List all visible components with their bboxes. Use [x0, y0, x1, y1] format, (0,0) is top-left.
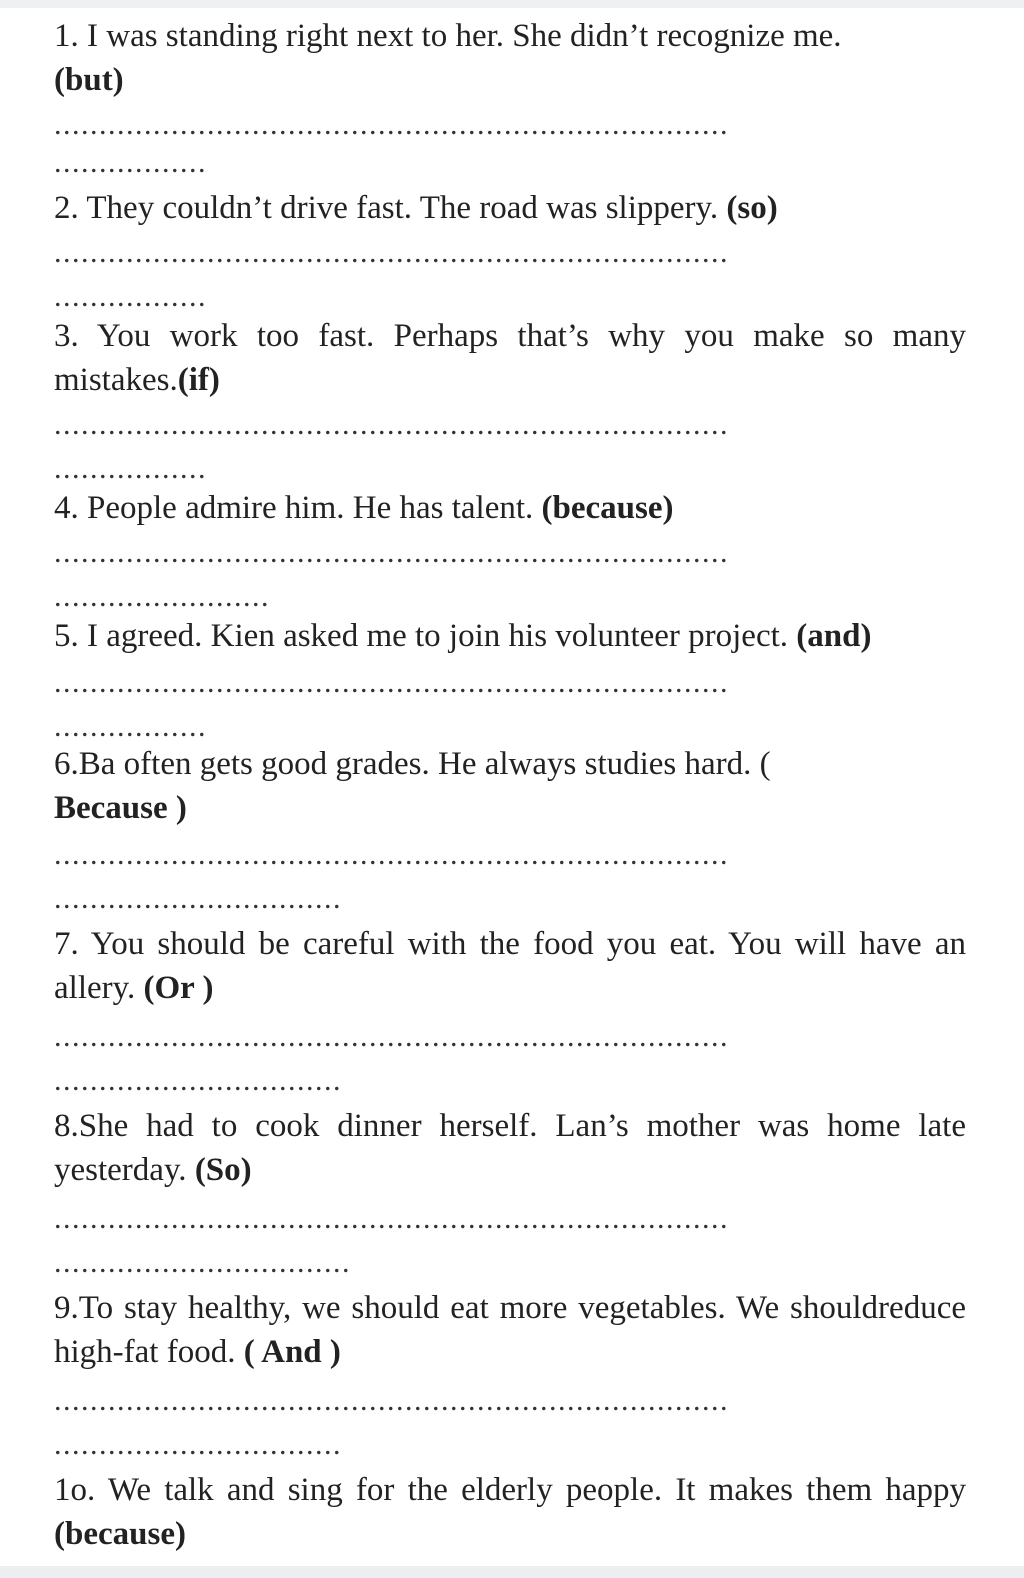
question-text: 7. You should be careful with the food you eat. You will have an allery.: [54, 926, 966, 1006]
question-hint: (because): [54, 1516, 186, 1552]
question-6: [54, 742, 966, 830]
question-hint: (Or ): [143, 970, 214, 1006]
answer-line[interactable]: ...........................................................................: [54, 110, 729, 140]
answer-line[interactable]: ...........................................................................: [54, 238, 729, 268]
question-hint: (So): [194, 1152, 252, 1188]
question-text: 1. I was standing right next to her. She didn’t recognize me.: [54, 18, 842, 54]
question-hint: ( And ): [243, 1334, 341, 1370]
question-hint: (if): [177, 362, 220, 398]
question-text: 8.She had to cook dinner herself. Lan’s mother was home late yesterday.: [54, 1108, 966, 1188]
question-9: [54, 1286, 966, 1374]
answer-line[interactable]: ...........................................................................: [54, 538, 729, 568]
question-text: 9.To stay healthy, we should eat more vegetables. We shouldreduce high-fat food.: [54, 1290, 966, 1370]
answer-line[interactable]: ...........................................................................: [54, 1204, 729, 1234]
question-2: [54, 186, 966, 230]
question-hint: (so): [726, 190, 778, 226]
question-text: 1o. We talk and sing for the elderly people. It makes them happy: [54, 1472, 966, 1508]
answer-line[interactable]: ...........................................................................: [54, 1022, 729, 1052]
question-hint: (because): [541, 490, 674, 526]
question-8: [54, 1104, 966, 1192]
answer-line[interactable]: .................: [54, 282, 207, 312]
answer-line[interactable]: .................: [54, 148, 207, 178]
question-hint: (but): [54, 62, 124, 98]
question-text: 4. People admire him. He has talent.: [54, 490, 534, 526]
question-hint: Because ): [54, 790, 187, 826]
question-hint: (and): [796, 618, 872, 654]
answer-line[interactable]: ................................: [54, 1430, 342, 1460]
question-4: [54, 486, 966, 530]
answer-line[interactable]: ................................: [54, 884, 342, 914]
answer-line[interactable]: .................................: [54, 1248, 351, 1278]
question-text: 5. I agreed. Kien asked me to join his volunteer project.: [54, 618, 789, 654]
question-text: 3. You work too fast. Perhaps that’s why you make so many mistakes.: [54, 318, 966, 398]
question-1: [54, 14, 966, 102]
answer-line[interactable]: ...........................................................................: [54, 410, 729, 440]
question-text: 6.Ba often gets good grades. He always studies hard. (: [54, 746, 771, 782]
question-3: [54, 314, 966, 402]
question-10: [54, 1468, 966, 1556]
answer-line[interactable]: ...........................................................................: [54, 840, 729, 870]
bottom-edge-strip: [0, 1566, 1024, 1578]
answer-line[interactable]: .................: [54, 712, 207, 742]
answer-line[interactable]: ...........................................................................: [54, 668, 729, 698]
answer-line[interactable]: ................................: [54, 1066, 342, 1096]
answer-line[interactable]: ...........................................................................: [54, 1386, 729, 1416]
question-text: 2. They couldn’t drive fast. The road was slippery.: [54, 190, 719, 226]
answer-line[interactable]: ........................: [54, 582, 270, 612]
question-5: [54, 614, 966, 658]
answer-line[interactable]: .................: [54, 454, 207, 484]
question-7: [54, 922, 966, 1010]
top-edge-strip: [0, 0, 1024, 8]
